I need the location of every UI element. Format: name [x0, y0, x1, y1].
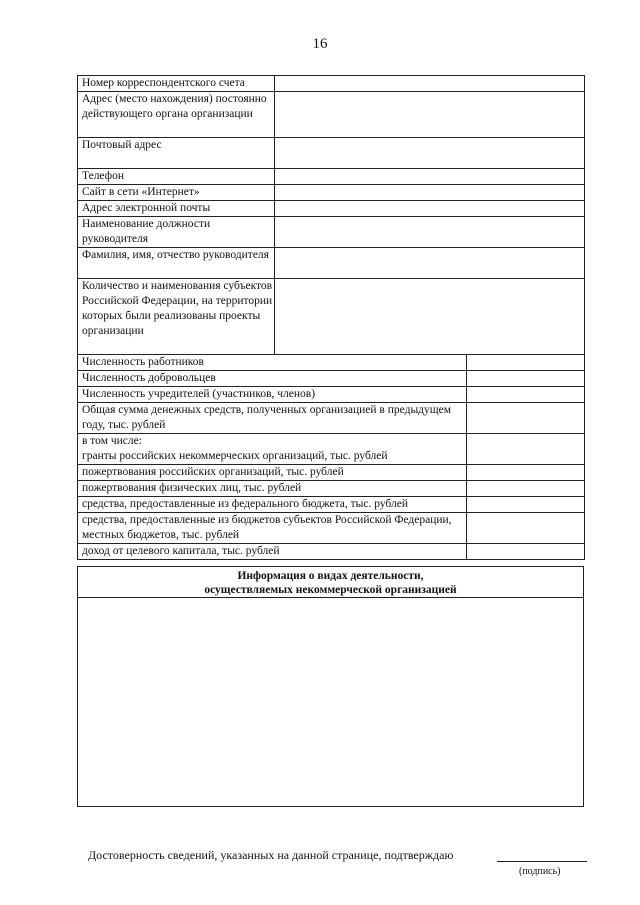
row-label: Адрес (место нахождения) постоянно действующего органа организации: [78, 92, 275, 138]
signature-line[interactable]: [497, 861, 587, 862]
stats-label: в том числе: гранты российских некоммерческих организаций, тыс. рублей: [78, 434, 467, 465]
stats-label: Численность учредителей (участников, членов): [78, 387, 467, 403]
stats-value[interactable]: [467, 465, 585, 481]
row-label: Телефон: [78, 169, 275, 185]
row-label: Количество и наименования субъектов Российской Федерации, на территории которых были реализованы проекты организации: [78, 279, 275, 355]
stats-value[interactable]: [467, 513, 585, 544]
stats-value[interactable]: [467, 497, 585, 513]
stats-value[interactable]: [467, 403, 585, 434]
confirmation-text: Достоверность сведений, указанных на данной странице, подтверждаю: [88, 848, 454, 862]
row-label: Почтовый адрес: [78, 138, 275, 169]
stats-value[interactable]: [467, 355, 585, 371]
row-value[interactable]: [275, 185, 585, 201]
row-value[interactable]: [275, 201, 585, 217]
activities-title-line2: осуществляемых некоммерческой организацией: [204, 584, 457, 596]
activities-title: [78, 567, 583, 598]
row-label: Фамилия, имя, отчество руководителя: [78, 248, 275, 279]
stats-label: пожертвования физических лиц, тыс. рублей: [78, 481, 467, 497]
row-value[interactable]: [275, 138, 585, 169]
activities-content-area[interactable]: [78, 598, 583, 804]
stats-label: средства, предоставленные из федерального бюджета, тыс. рублей: [78, 497, 467, 513]
activities-title-line1: Информация о видах деятельности,: [237, 570, 424, 582]
signature-label: (подпись): [519, 866, 561, 877]
stats-label: Численность работников: [78, 355, 467, 371]
organization-info-table: [77, 75, 585, 560]
row-value[interactable]: [275, 76, 585, 92]
row-label: Сайт в сети «Интернет»: [78, 185, 275, 201]
row-label: Номер корреспондентского счета: [78, 76, 275, 92]
stats-value[interactable]: [467, 544, 585, 560]
row-value[interactable]: [275, 169, 585, 185]
activities-section: [77, 566, 584, 807]
stats-value[interactable]: [467, 371, 585, 387]
stats-label: Численность добровольцев: [78, 371, 467, 387]
stats-label: пожертвования российских организаций, тыс. рублей: [78, 465, 467, 481]
row-value[interactable]: [275, 279, 585, 355]
stats-value[interactable]: [467, 434, 585, 465]
stats-value[interactable]: [467, 387, 585, 403]
row-value[interactable]: [275, 92, 585, 138]
row-label: Адрес электронной почты: [78, 201, 275, 217]
row-value[interactable]: [275, 217, 585, 248]
stats-label: Общая сумма денежных средств, полученных организацией в предыдущем году, тыс. рублей: [78, 403, 467, 434]
page-number: 16: [312, 36, 328, 52]
stats-label: доход от целевого капитала, тыс. рублей: [78, 544, 467, 560]
stats-value[interactable]: [467, 481, 585, 497]
row-value[interactable]: [275, 248, 585, 279]
row-label: Наименование должности руководителя: [78, 217, 275, 248]
stats-label: средства, предоставленные из бюджетов субъектов Российской Федерации, местных бюджетов, тыс. рублей: [78, 513, 467, 544]
